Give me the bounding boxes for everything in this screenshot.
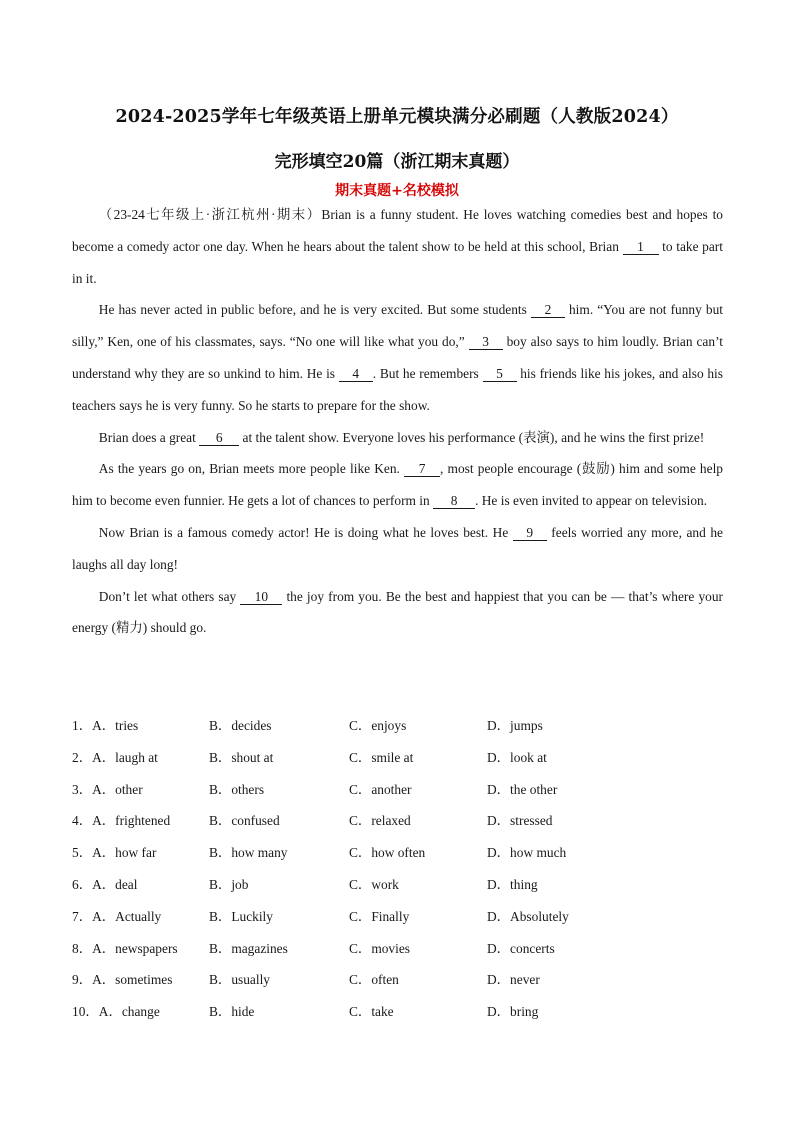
blank-5: 5 [483,367,517,382]
question-row: 2．A．laugh at B．shout at C．smile at D．look at [72,749,547,765]
paragraph-3: Brian does a great 6 at the talent show. Everyone loves his performance (表演), and he wins the first prize! [98,429,705,445]
question-row: 10．A．change B．hide C．take D．bring [72,1004,539,1020]
question-options [72,710,732,1028]
paragraph-4: As the years go on, Brian meets more people like Ken. 7 , most people encourage (鼓励) him and some help him to become even funnier. He gets a lot of chances to perform in 8 . He is even invited to appear on television. [72,461,723,509]
blank-4: 4 [339,367,373,382]
document-subtitle: 完形填空20篇（浙江期末真题） [274,152,520,172]
blank-8: 8 [433,494,475,509]
passage [72,199,723,644]
blank-6: 6 [199,431,239,446]
blank-7: 7 [404,462,440,477]
blank-2: 2 [531,303,565,318]
question-row: 3．A．other B．others C．another D．the other [72,781,558,797]
section-tag: 期末真题+名校模拟 [335,183,459,199]
blank-1: 1 [623,240,659,255]
question-row: 4．A．frightened B．confused C．relaxed D．stressed [72,813,553,829]
blank-3: 3 [469,335,503,350]
paragraph-5: Now Brian is a famous comedy actor! He is doing what he loves best. He 9 feels worried any more, and he laughs all day long! [72,524,723,572]
question-row: 8．A．newspapers B．magazines C．movies D．concerts [72,940,555,956]
paragraph-2: He has never acted in public before, and he is very excited. But some students 2 him. “You are not funny but silly,” Ken, one of his classmates, says. “No one will like what you do,” 3 boy also says to him loudly. Brian can’t understand why they are so unkind to him. He is 4 . But he remembers 5 his friends like his jokes, and also his teachers says he is very funny. So he starts to prepare for the show. [72,302,724,413]
question-row: 1．A．tries B．decides C．enjoys D．jumps [72,718,543,733]
question-row: 5．A．how far B．how many C．how often D．how much [72,845,567,861]
question-row: 7．A．Actually B．Luckily C．Finally D．Absolutely [72,908,569,924]
blank-10: 10 [240,590,282,605]
question-row: 6．A．deal B．job C．work D．thing [72,876,538,892]
document-title: 2024-2025学年七年级英语上册单元模块满分必刷题（人教版2024） [115,107,679,127]
question-row: 9．A．sometimes B．usually C．often D．never [72,972,540,988]
blank-9: 9 [513,526,547,541]
paragraph-6: Don’t let what others say 10 the joy from you. Be the best and happiest that you can be — that’s where your energy (精力) should go. [72,588,723,636]
paragraph-1: （23-24七年级上·浙江杭州·期末）Brian is a funny student. He loves watching comedies best and hopes to become a comedy actor one day. When he hears about the talent show to be held at this school, Brian 1 to take part in it. [72,207,723,286]
